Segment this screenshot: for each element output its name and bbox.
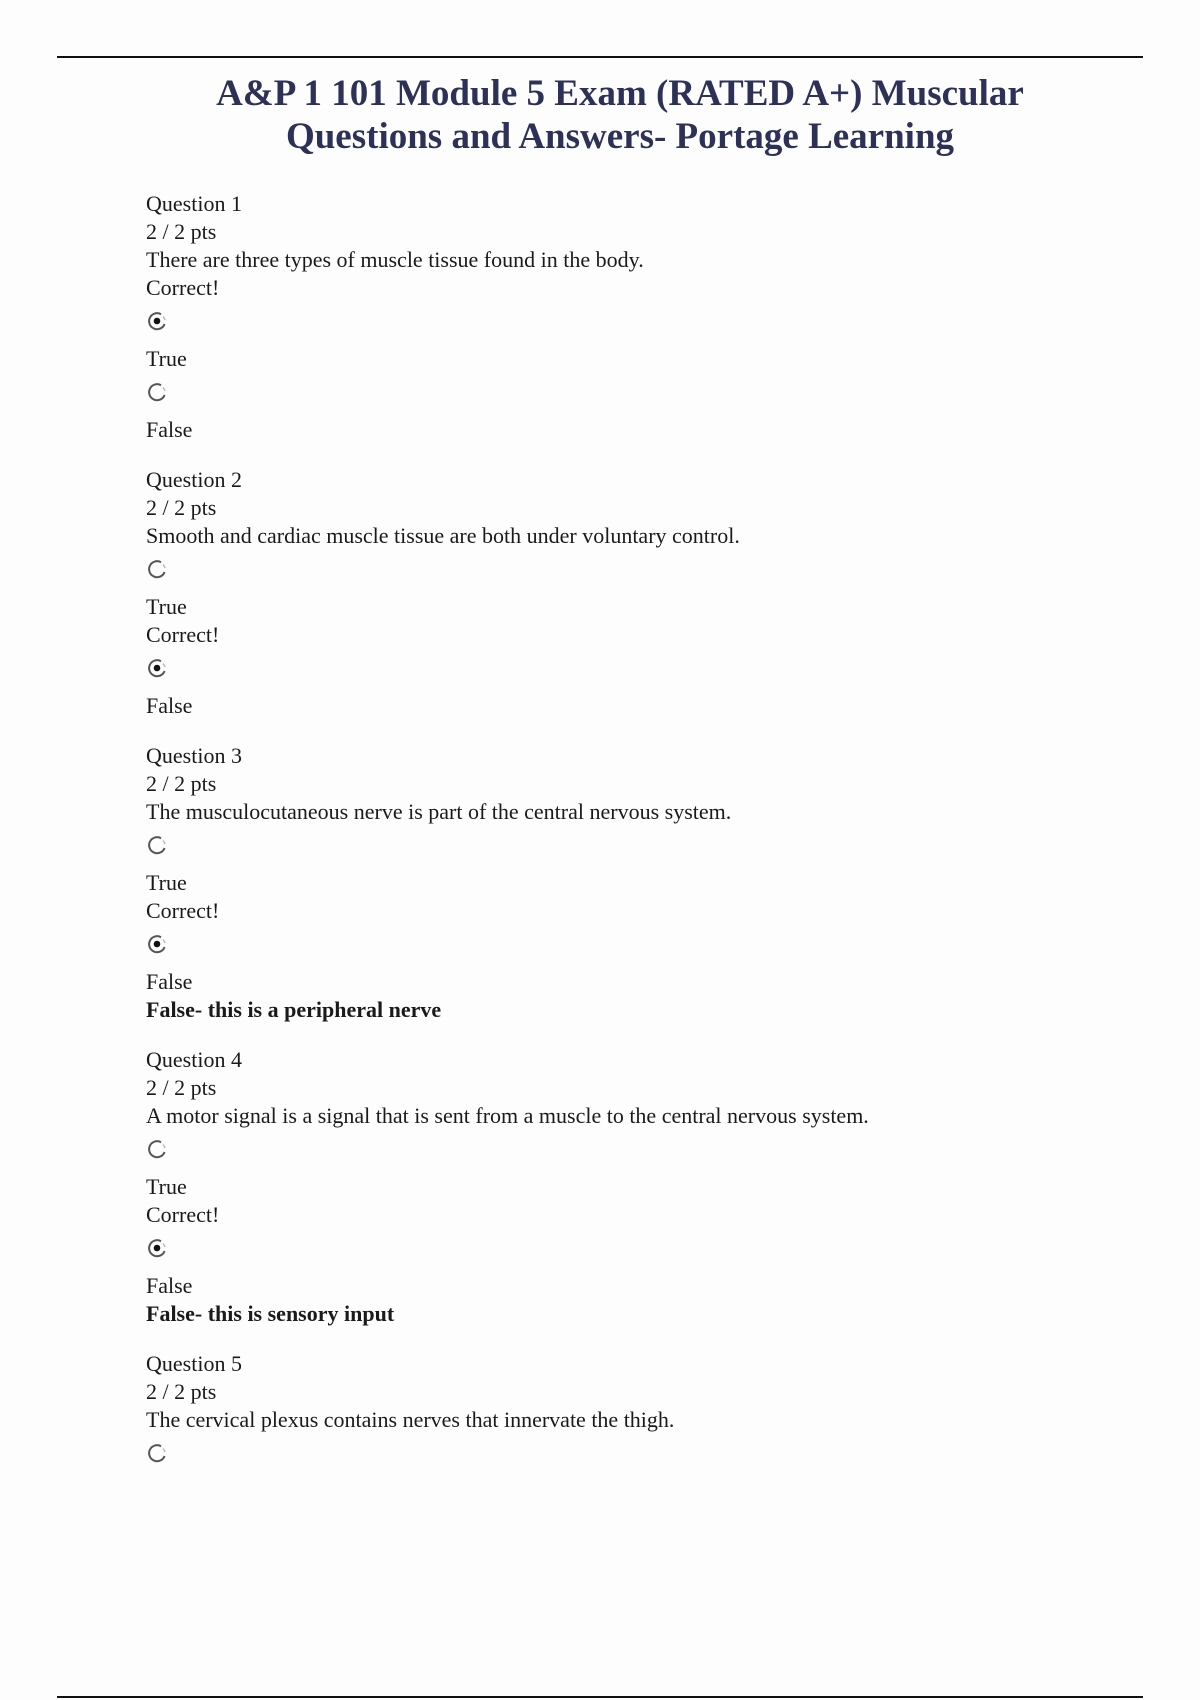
radio-selected-icon[interactable] xyxy=(146,310,168,332)
document-title xyxy=(0,72,1200,158)
question-number: Question 2 xyxy=(146,467,242,492)
question-number: Question 4 xyxy=(146,1047,242,1072)
question-list xyxy=(146,190,1146,1486)
question-block xyxy=(146,466,1146,720)
correct-label: Correct! xyxy=(146,898,220,923)
question-text: There are three types of muscle tissue found in the body. xyxy=(146,247,644,272)
question-block xyxy=(146,190,1146,444)
correct-label: Correct! xyxy=(146,275,220,300)
question-points: 2 / 2 pts xyxy=(146,495,217,520)
bottom-rule xyxy=(57,1696,1143,1698)
answer-explanation: False- this is a peripheral nerve xyxy=(146,997,442,1022)
option-label: True xyxy=(146,870,187,895)
radio-unselected-icon[interactable] xyxy=(146,381,168,403)
option-label: False xyxy=(146,1273,193,1298)
option-label: False xyxy=(146,693,193,718)
radio-unselected-icon[interactable] xyxy=(146,1442,168,1464)
question-block xyxy=(146,1350,1146,1464)
title-line-1: A&P 1 101 Module 5 Exam (RATED A+) Muscular xyxy=(216,73,1024,114)
radio-selected-icon[interactable] xyxy=(146,933,168,955)
radio-unselected-icon[interactable] xyxy=(146,558,168,580)
option-label: True xyxy=(146,1174,187,1199)
option-label: False xyxy=(146,417,193,442)
option-label: True xyxy=(146,346,187,371)
question-number: Question 1 xyxy=(146,191,242,216)
question-points: 2 / 2 pts xyxy=(146,219,217,244)
question-block xyxy=(146,742,1146,1024)
title-line-2: Questions and Answers- Portage Learning xyxy=(285,116,955,157)
question-text: A motor signal is a signal that is sent from a muscle to the central nervous system. xyxy=(146,1103,869,1128)
answer-explanation: False- this is sensory input xyxy=(146,1301,395,1326)
top-rule xyxy=(57,56,1143,58)
correct-label: Correct! xyxy=(146,622,220,647)
question-text: The cervical plexus contains nerves that innervate the thigh. xyxy=(146,1407,675,1432)
question-text: The musculocutaneous nerve is part of the central nervous system. xyxy=(146,799,732,824)
question-points: 2 / 2 pts xyxy=(146,1379,217,1404)
radio-selected-icon[interactable] xyxy=(146,657,168,679)
question-points: 2 / 2 pts xyxy=(146,1075,217,1100)
question-points: 2 / 2 pts xyxy=(146,771,217,796)
option-label: False xyxy=(146,969,193,994)
question-number: Question 5 xyxy=(146,1351,242,1376)
correct-label: Correct! xyxy=(146,1202,220,1227)
option-label: True xyxy=(146,594,187,619)
question-block xyxy=(146,1046,1146,1328)
question-text: Smooth and cardiac muscle tissue are both under voluntary control. xyxy=(146,523,740,548)
radio-selected-icon[interactable] xyxy=(146,1237,168,1259)
question-number: Question 3 xyxy=(146,743,242,768)
radio-unselected-icon[interactable] xyxy=(146,1138,168,1160)
radio-unselected-icon[interactable] xyxy=(146,834,168,856)
